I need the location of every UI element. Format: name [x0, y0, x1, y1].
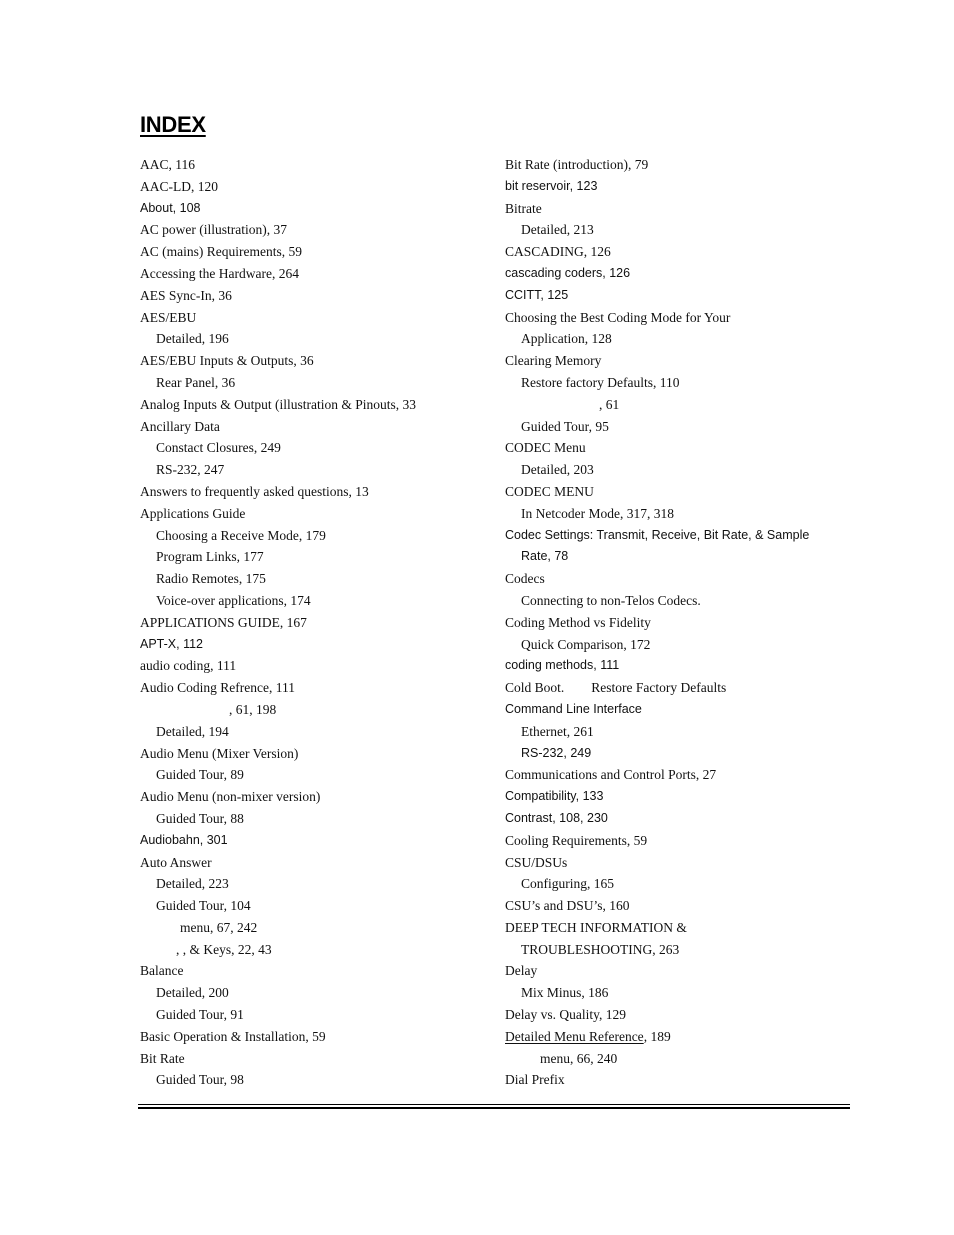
index-subentry: Mix Minus, 186: [521, 985, 609, 1001]
index-subentry: Guided Tour, 95: [521, 418, 609, 434]
index-subentry: Constact Closures, 249: [156, 440, 281, 456]
index-entry: About, 108: [140, 200, 201, 215]
index-subentry: Detailed, 196: [156, 331, 229, 347]
detailed-menu-reference-link[interactable]: Detailed Menu Reference: [505, 1028, 644, 1044]
index-subentry: RS-232, 247: [156, 462, 225, 478]
index-column-right: [505, 154, 850, 1091]
index-entry: AES/EBU: [140, 309, 197, 325]
index-entry: APT-X, 112: [140, 636, 203, 651]
index-entry: Codecs: [505, 571, 545, 587]
footer-rule-thin: [138, 1104, 850, 1105]
index-entry-link[interactable]: [505, 1026, 850, 1048]
page-title: INDEX: [140, 112, 206, 137]
index-subentry: Detailed, 200: [156, 985, 229, 1001]
index-subentry: Guided Tour, 91: [156, 1007, 244, 1023]
index-subentry: Program Links, 177: [156, 549, 264, 565]
index-entry: Coding Method vs Fidelity: [505, 614, 651, 630]
index-entry: CSU/DSUs: [505, 854, 568, 870]
index-subentry: menu, 66, 240: [540, 1050, 618, 1066]
index-entry: Command Line Interface: [505, 701, 642, 716]
index-entry: Clearing Memory: [505, 353, 602, 369]
index-subentry: TROUBLESHOOTING, 263: [521, 941, 680, 957]
index-entry: Contrast, 108, 230: [505, 810, 608, 825]
index-entry: Choosing the Best Coding Mode for Your: [505, 309, 731, 325]
index-entry: cascading coders, 126: [505, 265, 631, 280]
index-entry: Accessing the Hardware, 264: [140, 265, 299, 281]
index-subentry: Ethernet, 261: [521, 723, 594, 739]
index-entry: Basic Operation & Installation, 59: [140, 1028, 326, 1044]
index-entry: APPLICATIONS GUIDE, 167: [140, 614, 307, 630]
index-subentry: menu, 67, 242: [180, 919, 258, 935]
index-entry: Applications Guide: [140, 505, 246, 521]
index-subentry: Detailed, 213: [521, 222, 594, 238]
index-entry: Dial Prefix: [505, 1072, 565, 1088]
index-entry: Audio Menu (non-mixer version): [140, 789, 321, 805]
index-subentry: , 61, 198: [229, 701, 277, 717]
index-entry: Audio Coding Refrence, 111: [140, 680, 295, 696]
index-subentry: Rate, 78: [521, 549, 569, 564]
index-subentry: Radio Remotes, 175: [156, 571, 266, 587]
index-subentry: Guided Tour, 104: [156, 898, 251, 914]
index-entry: Audio Menu (Mixer Version): [140, 745, 299, 761]
index-entry: AAC, 116: [140, 157, 196, 172]
index-subentry: Detailed, 203: [521, 462, 594, 478]
index-entry: coding methods, 111: [505, 658, 620, 673]
index-entry: Bit Rate: [140, 1050, 185, 1066]
index-entry: CODEC MENU: [505, 483, 594, 499]
index-entry: DEEP TECH INFORMATION &: [505, 919, 687, 935]
index-subentry: , 61: [599, 396, 620, 412]
index-subentry: Choosing a Receive Mode, 179: [156, 527, 326, 543]
index-entry: AAC-LD, 120: [140, 178, 218, 194]
index-entry: Communications and Control Ports, 27: [505, 767, 717, 783]
index-subentry: Detailed, 223: [156, 876, 229, 892]
index-subentry: Voice-over applications, 174: [156, 592, 311, 608]
index-entry: Bit Rate (introduction), 79: [505, 157, 649, 172]
index-subentry: Guided Tour, 88: [156, 810, 244, 826]
index-entry: Bitrate: [505, 200, 542, 216]
index-entry: AES Sync-In, 36: [140, 287, 232, 303]
index-entry: bit reservoir, 123: [505, 178, 598, 193]
index-entry: Cold Boot. Restore Factory Defaults: [505, 680, 727, 696]
index-subentry: Rear Panel, 36: [156, 374, 236, 390]
index-entry: Auto Answer: [140, 854, 212, 870]
index-entry: Delay: [505, 963, 538, 979]
index-subentry: Guided Tour, 89: [156, 767, 244, 783]
index-entry: Ancillary Data: [140, 418, 220, 434]
index-subentry: Detailed, 194: [156, 723, 229, 739]
index-subentry: Connecting to non-Telos Codecs.: [521, 592, 701, 608]
index-entry: Codec Settings: Transmit, Receive, Bit Rate, & Sample: [505, 527, 810, 542]
index-entry: CCITT, 125: [505, 287, 569, 302]
index-entry: Balance: [140, 963, 184, 979]
index-subentry: Restore factory Defaults, 110: [521, 374, 680, 390]
index-entry: Audiobahn, 301: [140, 832, 228, 847]
index-subentry: Quick Comparison, 172: [521, 636, 651, 652]
index-subentry: RS-232, 249: [521, 745, 592, 760]
index-entry: AES/EBU Inputs & Outputs, 36: [140, 353, 314, 369]
index-entry: AC power (illustration), 37: [140, 222, 287, 238]
index-entry: Analog Inputs & Output (illustration & Pinouts, 33: [140, 396, 416, 412]
index-subentry: Guided Tour, 98: [156, 1072, 244, 1088]
index-subentry: In Netcoder Mode, 317, 318: [521, 505, 674, 521]
index-column-left: [140, 154, 500, 1091]
index-entry: Answers to frequently asked questions, 13: [140, 483, 369, 499]
index-entry: Compatibility, 133: [505, 789, 604, 804]
index-entry: Delay vs. Quality, 129: [505, 1007, 626, 1023]
index-entry: audio coding, 111: [140, 658, 237, 674]
index-subentry: Configuring, 165: [521, 876, 614, 892]
index-subentry: , , & Keys, 22, 43: [176, 941, 272, 957]
footer-rule-thick: [138, 1107, 850, 1109]
index-entry: CSU’s and DSU’s, 160: [505, 898, 630, 914]
index-entry: AC (mains) Requirements, 59: [140, 244, 302, 260]
index-subentry: Application, 128: [521, 331, 612, 347]
index-entry: Cooling Requirements, 59: [505, 832, 648, 848]
index-page-ref: , 189: [643, 1028, 671, 1044]
index-entry: CASCADING, 126: [505, 244, 611, 260]
index-entry: CODEC Menu: [505, 440, 586, 456]
